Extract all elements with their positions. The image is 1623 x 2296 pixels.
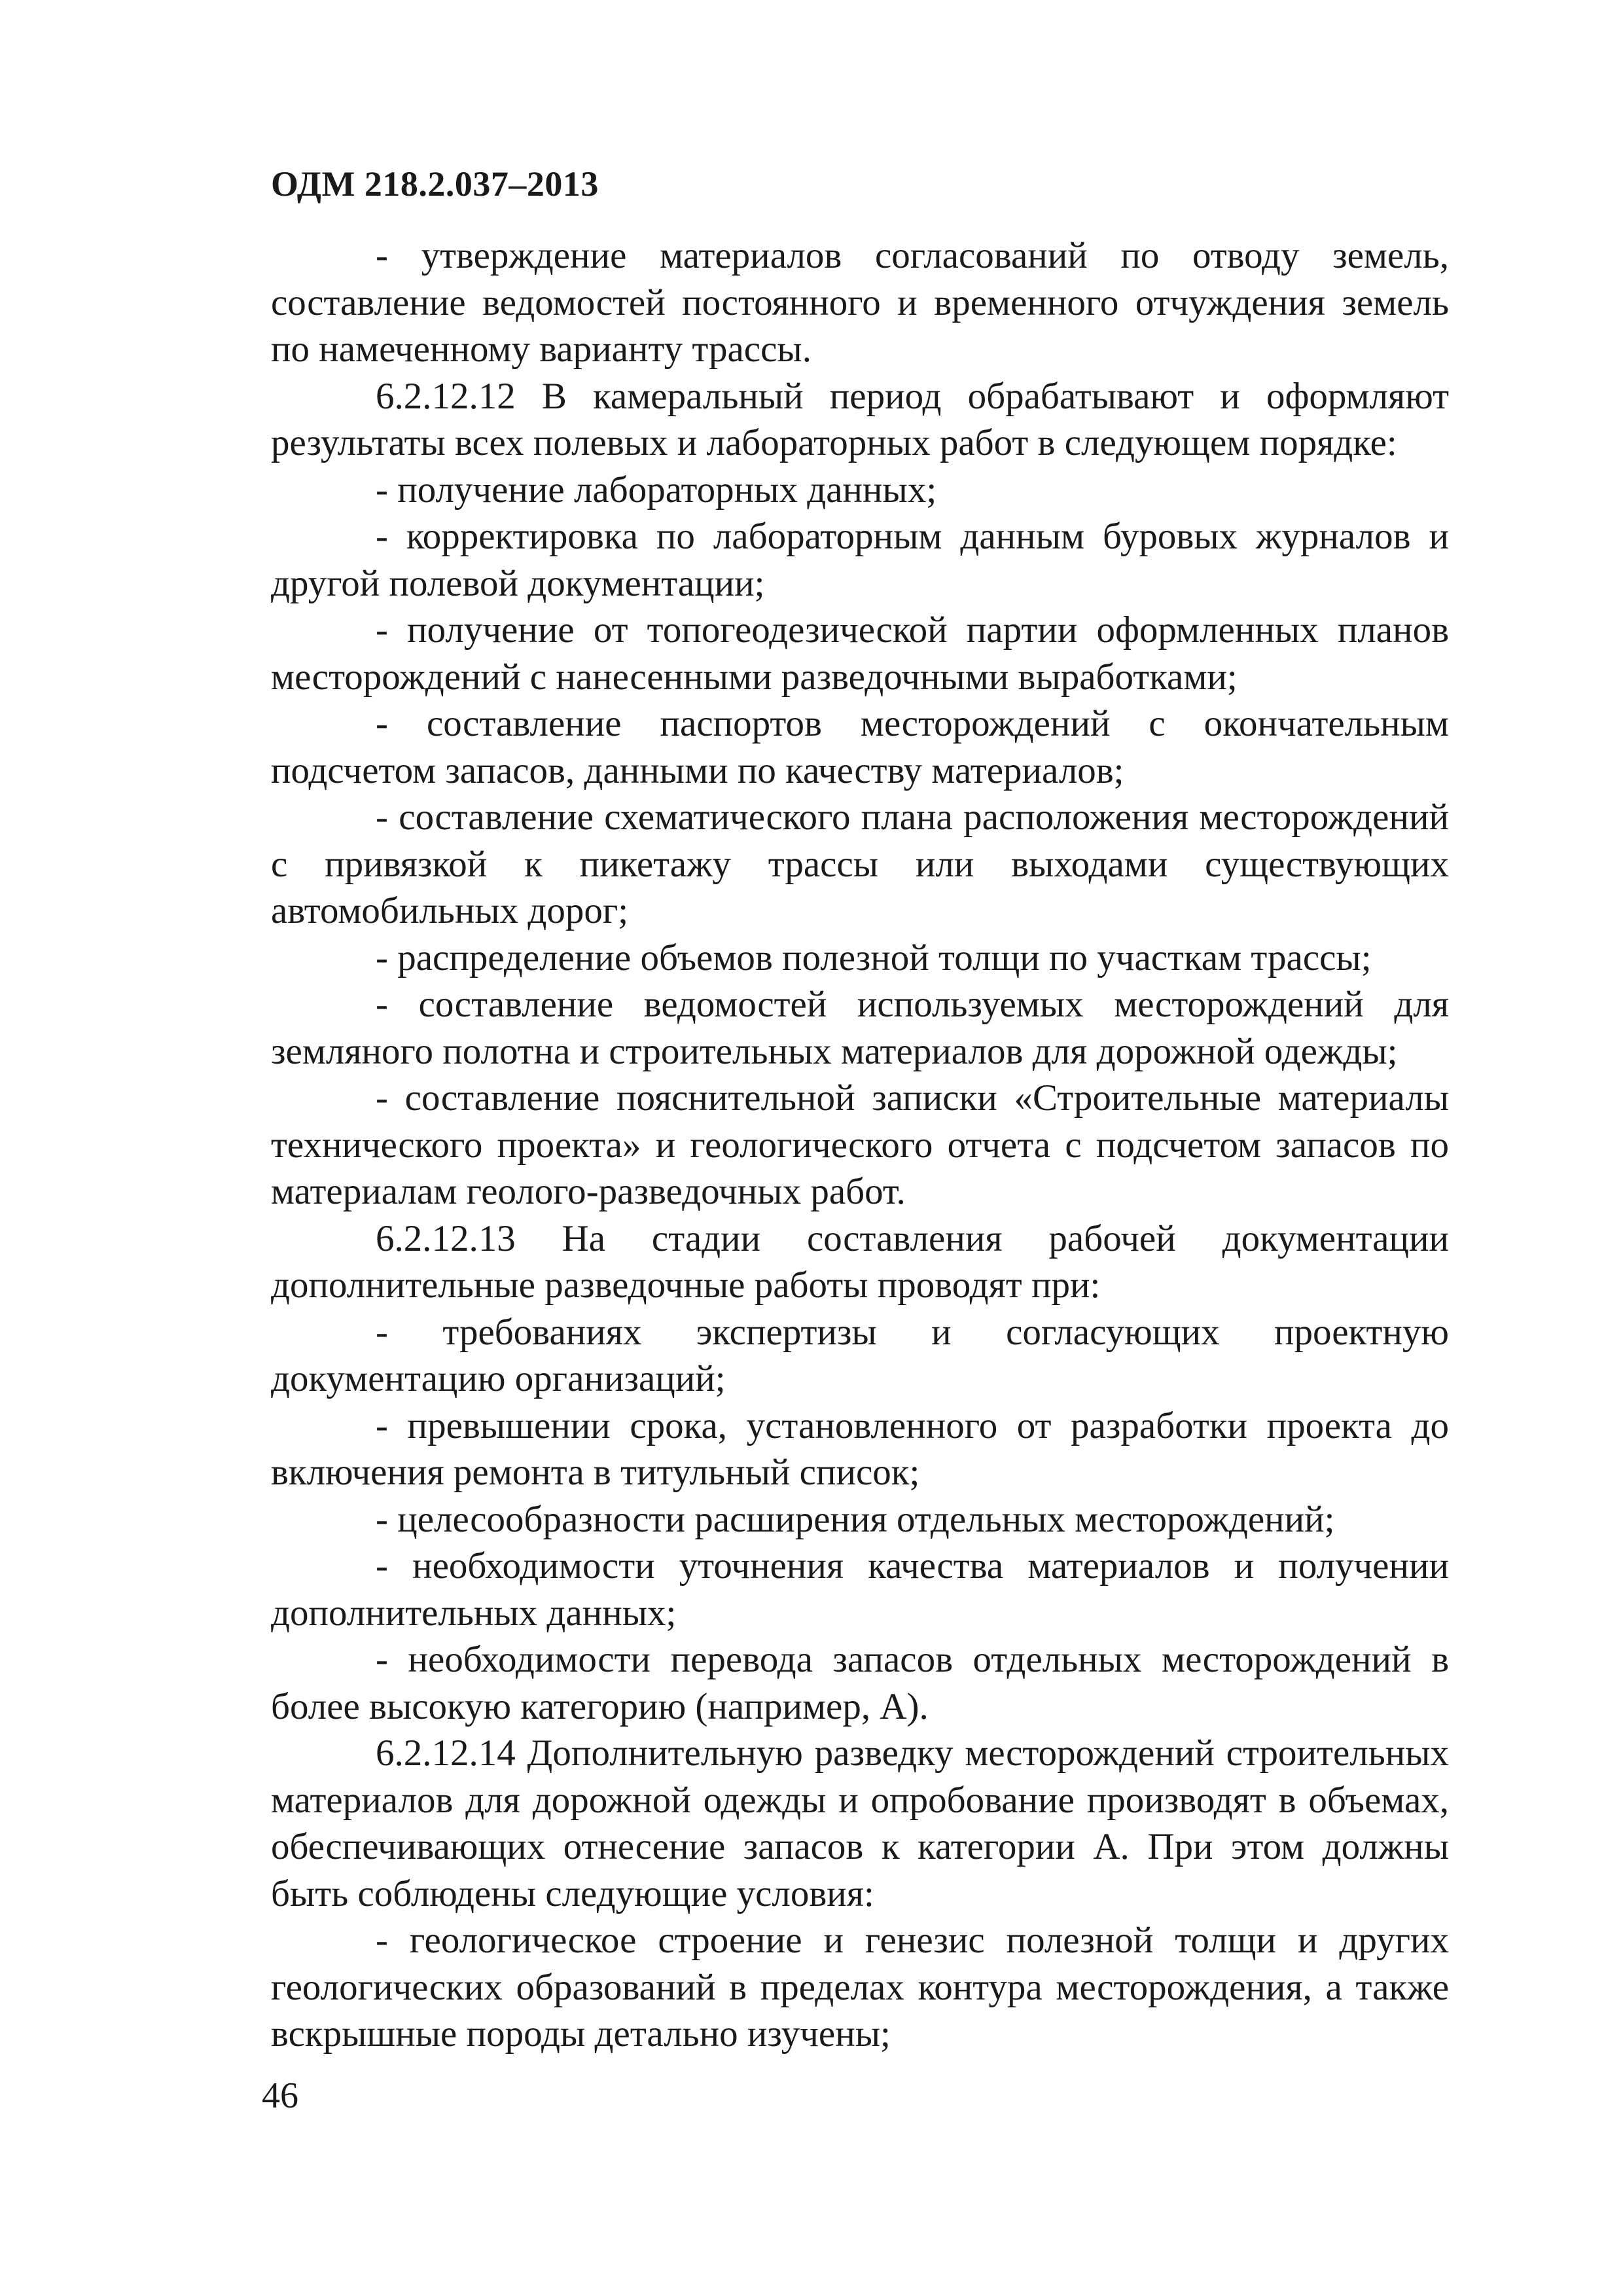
paragraph: 6.2.12.12 В камеральный период обрабатывают и оформляют результаты всех полевых и лабораторных работ в следующем порядке: xyxy=(271,375,1449,463)
list-item: - геологическое строение и генезис полезной толщи и других геологических образований в пределах контура месторождения, а также вскрышные породы детально изучены; xyxy=(271,1920,1449,2054)
list-item: - требованиях экспертизы и согласующих проектную документацию организаций; xyxy=(271,1311,1449,1399)
list-item: - необходимости перевода запасов отдельных месторождений в более высокую категорию (например, А). xyxy=(271,1639,1449,1727)
page-number: 46 xyxy=(262,2075,298,2116)
paragraph: 6.2.12.14 Дополнительную разведку месторождений строительных материалов для дорожной одежды и опробование производят в объемах, обеспечивающих отнесение запасов к категории А. При этом должны быть соблюдены следующие условия: xyxy=(271,1732,1449,1914)
list-item: - получение лабораторных данных; xyxy=(376,469,937,511)
list-item: - целесообразности расширения отдельных месторождений; xyxy=(376,1498,1335,1540)
body-text xyxy=(271,232,1449,2058)
list-item: - необходимости уточнения качества материалов и получении дополнительных данных; xyxy=(271,1545,1449,1634)
list-item: - корректировка по лабораторным данным буровых журналов и другой полевой документации; xyxy=(271,516,1449,604)
paragraph: - утверждение материалов согласований по отводу земель, составление ведомостей постоянного и временного отчуждения земель по намеченному варианту трассы. xyxy=(271,235,1449,370)
paragraph: 6.2.12.13 На стадии составления рабочей документации дополнительные разведочные работы проводят при: xyxy=(271,1217,1449,1306)
document-code-header: ОДМ 218.2.037–2013 xyxy=(271,164,599,204)
list-item: - составление ведомостей используемых месторождений для земляного полотна и строительных материалов для дорожной одежды; xyxy=(271,984,1449,1072)
list-item: - распределение объемов полезной толщи по участкам трассы; xyxy=(376,937,1372,978)
list-item: - составление паспортов месторождений с окончательным подсчетом запасов, данными по качеству материалов; xyxy=(271,703,1449,791)
list-item: - превышении срока, установленного от разработки проекта до включения ремонта в титульный список; xyxy=(271,1405,1449,1493)
list-item: - получение от топогеодезической партии оформленных планов месторождений с нанесенными разведочными выработками; xyxy=(271,609,1449,698)
list-item: - составление пояснительной записки «Строительные материалы технического проекта» и геологического отчета с подсчетом запасов по материалам геолого-разведочных работ. xyxy=(271,1077,1449,1212)
list-item: - составление схематического плана расположения месторождений с привязкой к пикетажу трассы или выходами существующих автомобильных дорог; xyxy=(271,797,1449,931)
